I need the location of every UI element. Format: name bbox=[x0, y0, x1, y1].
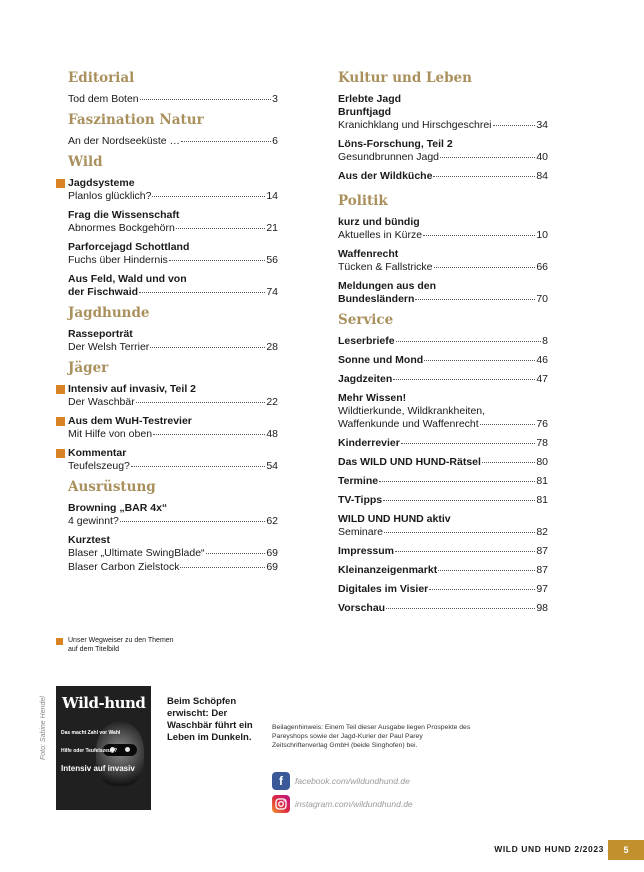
entry-last-line bbox=[68, 286, 278, 299]
entry-title: Browning „BAR 4x“ bbox=[68, 502, 168, 514]
entry-last-line bbox=[338, 545, 548, 558]
entry-last-line bbox=[338, 583, 548, 596]
section-heading: Editorial bbox=[68, 70, 135, 86]
entry-title: An der Nordseeküste … bbox=[68, 135, 181, 147]
toc-entry[interactable] bbox=[338, 602, 548, 615]
toc-entry[interactable] bbox=[338, 170, 548, 183]
page-ref: 34 bbox=[536, 119, 548, 131]
entry-last-line bbox=[338, 494, 548, 507]
entry-subtitle: Waffenkunde und Waffenrecht bbox=[338, 418, 479, 430]
dot-leader bbox=[434, 267, 536, 268]
dot-leader bbox=[482, 462, 535, 463]
section-heading: Wild bbox=[68, 154, 103, 170]
toc-entry[interactable] bbox=[68, 383, 278, 409]
toc-entry[interactable] bbox=[338, 354, 548, 367]
entry-title: Kleinanzeigenmarkt bbox=[338, 564, 438, 576]
dot-leader bbox=[440, 157, 535, 158]
section-heading: Service bbox=[338, 312, 394, 328]
entry-last-line bbox=[68, 561, 278, 574]
page-ref: 87 bbox=[536, 545, 548, 557]
page-ref: 80 bbox=[536, 456, 548, 468]
section-heading: Jagdhunde bbox=[68, 305, 150, 321]
dot-leader bbox=[206, 553, 266, 554]
entry-subtitle: der Fischwaid bbox=[68, 286, 139, 298]
page-ref: 62 bbox=[266, 515, 278, 527]
cover-caption: Beim Schöpfen erwischt: Der Waschbär führt ein Leben im Dunkeln. bbox=[167, 696, 253, 743]
toc-entry[interactable] bbox=[68, 447, 278, 473]
dot-leader bbox=[401, 443, 535, 444]
dot-leader bbox=[176, 228, 266, 229]
entry-title: Das WILD UND HUND-Rätsel bbox=[338, 456, 481, 468]
page-ref: 81 bbox=[536, 494, 548, 506]
page-ref: 3 bbox=[272, 93, 278, 105]
toc-entry[interactable] bbox=[68, 502, 278, 528]
toc-entry[interactable] bbox=[338, 564, 548, 577]
section-heading: Faszination Natur bbox=[68, 112, 204, 128]
page-ref: 46 bbox=[536, 354, 548, 366]
entry-title: Vorschau bbox=[338, 602, 386, 614]
entry-title: Aus Feld, Wald und von bbox=[68, 273, 187, 285]
page-ref: 69 bbox=[266, 547, 278, 559]
entry-last-line bbox=[338, 475, 548, 488]
cover-line-2: Hilfe oder Teufelszeug? bbox=[61, 748, 118, 754]
toc-entry[interactable] bbox=[338, 280, 548, 306]
dot-leader bbox=[384, 532, 535, 533]
page-ref: 47 bbox=[536, 373, 548, 385]
entry-subtitle: Tücken & Fallstricke bbox=[338, 261, 433, 273]
entry-subtitle: Der Waschbär bbox=[68, 396, 135, 408]
entry-last-line bbox=[68, 396, 278, 409]
page-ref: 84 bbox=[536, 170, 548, 182]
dot-leader bbox=[140, 99, 272, 100]
toc-entry[interactable] bbox=[338, 456, 548, 469]
legend-marker bbox=[56, 638, 63, 645]
entry-last-line bbox=[68, 460, 278, 473]
page-ref: 8 bbox=[542, 335, 548, 347]
entry-last-line bbox=[338, 261, 548, 274]
entry-title: Mehr Wissen! bbox=[338, 392, 407, 404]
cover-line-1: Das macht Zahl vor Wahl bbox=[61, 730, 121, 736]
cover-topic-marker bbox=[56, 417, 65, 426]
entry-last-line bbox=[338, 437, 548, 450]
dot-leader bbox=[395, 551, 535, 552]
entry-last-line bbox=[68, 547, 278, 560]
entry-title: TV-Tipps bbox=[338, 494, 383, 506]
cover-logo: Wild-hund bbox=[62, 694, 146, 712]
entry-subtitle: Blaser „Ultimate SwingBlade“ bbox=[68, 547, 205, 559]
entry-title: Impressum bbox=[338, 545, 395, 557]
entry-last-line bbox=[68, 135, 278, 148]
entry-last-line bbox=[338, 456, 548, 469]
legend-text: Unser Wegweiser zu den Themen auf dem Titelbild bbox=[68, 637, 174, 653]
page-ref: 82 bbox=[536, 526, 548, 538]
cover-topic-marker bbox=[56, 385, 65, 394]
page-ref: 10 bbox=[536, 229, 548, 241]
entry-title: Meldungen aus den bbox=[338, 280, 437, 292]
entry-subtitle: Bundesländern bbox=[338, 293, 415, 305]
entry-last-line bbox=[338, 119, 548, 132]
dot-leader bbox=[383, 500, 535, 501]
dot-leader bbox=[169, 260, 266, 261]
toc-entry[interactable] bbox=[68, 534, 278, 560]
dot-leader bbox=[150, 347, 265, 348]
entry-title: Intensiv auf invasiv, Teil 2 bbox=[68, 383, 196, 395]
entry-subtitle: Fuchs über Hindernis bbox=[68, 254, 168, 266]
entry-title: Digitales im Visier bbox=[338, 583, 429, 595]
entry-subtitle: Aktuelles in Kürze bbox=[338, 229, 423, 241]
section-heading: Ausrüstung bbox=[68, 479, 156, 495]
facebook-handle[interactable]: facebook.com/wildundhund.de bbox=[295, 776, 410, 786]
page-ref: 78 bbox=[536, 437, 548, 449]
raccoon-eye-right bbox=[125, 747, 130, 752]
toc-entry[interactable] bbox=[68, 273, 278, 299]
dot-leader bbox=[120, 521, 266, 522]
entry-title: Jagdsysteme bbox=[68, 177, 135, 189]
facebook-link[interactable] bbox=[272, 772, 410, 790]
entry-subtitle: Kranichklang und Hirschgeschrei bbox=[338, 119, 492, 131]
entry-subtitle: Der Welsh Terrier bbox=[68, 341, 150, 353]
entry-title: Leserbriefe bbox=[338, 335, 395, 347]
toc-entry[interactable] bbox=[338, 583, 548, 596]
entry-last-line bbox=[338, 335, 548, 348]
entry-last-line bbox=[68, 428, 278, 441]
toc-entry[interactable] bbox=[68, 415, 278, 441]
page-ref: 81 bbox=[536, 475, 548, 487]
dot-leader bbox=[429, 589, 535, 590]
facebook-icon: f bbox=[272, 772, 290, 790]
entry-last-line bbox=[338, 602, 548, 615]
toc-entry[interactable] bbox=[68, 177, 278, 203]
entry-title: Parforcejagd Schottland bbox=[68, 241, 190, 253]
entry-title: Sonne und Mond bbox=[338, 354, 424, 366]
toc-entry[interactable] bbox=[68, 561, 278, 574]
toc-entry[interactable] bbox=[338, 335, 548, 348]
legend bbox=[56, 636, 176, 654]
dot-leader bbox=[180, 567, 265, 568]
page-ref: 76 bbox=[536, 418, 548, 430]
page-ref: 28 bbox=[266, 341, 278, 353]
toc-right-column bbox=[338, 70, 548, 621]
entry-title: Aus dem WuH-Testrevier bbox=[68, 415, 192, 427]
page-ref: 40 bbox=[536, 151, 548, 163]
toc-entry[interactable] bbox=[338, 138, 548, 164]
dot-leader bbox=[379, 481, 535, 482]
page-ref: 14 bbox=[266, 190, 278, 202]
entry-title: Kommentar bbox=[68, 447, 127, 459]
page-ref: 21 bbox=[266, 222, 278, 234]
entry-last-line bbox=[338, 526, 548, 539]
toc-left-column bbox=[56, 70, 278, 580]
entry-subtitle: Gesundbrunnen Jagd bbox=[338, 151, 439, 163]
entry-subtitle: Mit Hilfe von oben bbox=[68, 428, 153, 440]
dot-leader bbox=[396, 341, 542, 342]
dot-leader bbox=[386, 608, 535, 609]
page-ref: 74 bbox=[266, 286, 278, 298]
toc-entry[interactable] bbox=[338, 437, 548, 450]
section-heading: Politik bbox=[338, 193, 388, 209]
toc-entry[interactable] bbox=[68, 209, 278, 235]
entry-title: Erlebte Jagd bbox=[338, 93, 402, 105]
section-heading: Jäger bbox=[68, 360, 109, 376]
dot-leader bbox=[433, 176, 535, 177]
cover-topic-marker bbox=[56, 179, 65, 188]
dot-leader bbox=[131, 466, 265, 467]
cover-topic-marker bbox=[56, 449, 65, 458]
entry-title: Rasseporträt bbox=[68, 328, 133, 340]
page-ref: 54 bbox=[266, 460, 278, 472]
page-footer bbox=[0, 840, 644, 860]
dot-leader bbox=[493, 125, 536, 126]
entry-subtitle: Teufelszeug? bbox=[68, 460, 130, 472]
entry-subtitle: Abnormes Bockgehörn bbox=[68, 222, 175, 234]
page-ref: 87 bbox=[536, 564, 548, 576]
entry-title: Frag die Wissenschaft bbox=[68, 209, 180, 221]
entry-last-line bbox=[338, 293, 548, 306]
entry-last-line bbox=[338, 354, 548, 367]
toc-entry[interactable] bbox=[338, 93, 548, 132]
page-ref: 69 bbox=[266, 561, 278, 573]
photo-credit: Foto: Sabine Hendel bbox=[40, 696, 47, 760]
instagram-icon bbox=[272, 795, 290, 813]
entry-title: Kinderrevier bbox=[338, 437, 400, 449]
entry-last-line bbox=[68, 190, 278, 203]
page-ref: 6 bbox=[272, 135, 278, 147]
toc-entry[interactable] bbox=[338, 373, 548, 386]
entry-title: WILD UND HUND aktiv bbox=[338, 513, 451, 525]
page-ref: 56 bbox=[266, 254, 278, 266]
entry-title: Aus der Wildküche bbox=[338, 170, 433, 182]
page-ref: 70 bbox=[536, 293, 548, 305]
toc-entry[interactable] bbox=[338, 216, 548, 242]
entry-last-line bbox=[68, 515, 278, 528]
entry-subtitle: Seminare bbox=[338, 526, 383, 538]
entry-title: Löns-Forschung, Teil 2 bbox=[338, 138, 453, 150]
dot-leader bbox=[136, 402, 266, 403]
dot-leader bbox=[423, 235, 535, 236]
entry-last-line bbox=[338, 373, 548, 386]
entry-last-line bbox=[68, 93, 278, 106]
entry-last-line bbox=[68, 222, 278, 235]
cover-image bbox=[56, 686, 151, 810]
toc-entry[interactable] bbox=[338, 392, 548, 431]
entry-last-line bbox=[338, 418, 548, 431]
toc-entry[interactable] bbox=[338, 494, 548, 507]
toc-entry[interactable] bbox=[68, 328, 278, 354]
entry-subtitle: Wildtierkunde, Wildkrankheiten, bbox=[338, 405, 486, 417]
toc-entry[interactable] bbox=[68, 93, 278, 106]
page-ref: 66 bbox=[536, 261, 548, 273]
dot-leader bbox=[152, 196, 265, 197]
entry-title: Termine bbox=[338, 475, 379, 487]
inserts-note: Beilagenhinweis: Einem Teil dieser Ausgabe liegen Prospekte des Pareyshops sowie der Jagd-Kurier der Paul Parey Zeitschriftenverlag GmbH (beide Singhofen) bei. bbox=[272, 724, 471, 749]
page-ref: 97 bbox=[536, 583, 548, 595]
entry-last-line bbox=[338, 229, 548, 242]
dot-leader bbox=[424, 360, 535, 361]
entry-last-line bbox=[338, 170, 548, 183]
toc-entry[interactable] bbox=[68, 241, 278, 267]
toc-entry[interactable] bbox=[338, 475, 548, 488]
entry-title: Waffenrecht bbox=[338, 248, 399, 260]
instagram-handle[interactable]: instagram.com/wildundhund.de bbox=[295, 799, 413, 809]
instagram-link[interactable] bbox=[272, 795, 413, 813]
entry-title: Kurztest bbox=[68, 534, 111, 546]
entry-title: Blaser Carbon Zielstock bbox=[68, 561, 180, 573]
page-ref: 22 bbox=[266, 396, 278, 408]
entry-title: kurz und bündig bbox=[338, 216, 420, 228]
dot-leader bbox=[480, 424, 536, 425]
toc-entry[interactable] bbox=[338, 248, 548, 274]
entry-last-line bbox=[338, 564, 548, 577]
entry-last-line bbox=[68, 254, 278, 267]
section-heading: Kultur und Leben bbox=[338, 70, 472, 86]
entry-last-line bbox=[68, 341, 278, 354]
entry-subtitle: Planlos glücklich? bbox=[68, 190, 152, 202]
dot-leader bbox=[181, 141, 271, 142]
dot-leader bbox=[393, 379, 535, 380]
dot-leader bbox=[139, 292, 265, 293]
dot-leader bbox=[415, 299, 535, 300]
entry-title: Jagdzeiten bbox=[338, 373, 393, 385]
toc-entry[interactable] bbox=[338, 513, 548, 539]
cover-line-3: Intensiv auf invasiv bbox=[61, 764, 135, 773]
page-ref: 48 bbox=[266, 428, 278, 440]
toc-entry[interactable] bbox=[338, 545, 548, 558]
footer-brand-issue: WILD UND HUND 2/2023 bbox=[494, 844, 604, 854]
entry-subtitle: Brunftjagd bbox=[338, 106, 392, 118]
entry-last-line bbox=[338, 151, 548, 164]
entry-title: Tod dem Boten bbox=[68, 93, 139, 105]
page-ref: 98 bbox=[536, 602, 548, 614]
toc-entry[interactable] bbox=[68, 135, 278, 148]
page-number: 5 bbox=[608, 840, 644, 860]
dot-leader bbox=[438, 570, 535, 571]
entry-subtitle: 4 gewinnt? bbox=[68, 515, 119, 527]
dot-leader bbox=[153, 434, 265, 435]
